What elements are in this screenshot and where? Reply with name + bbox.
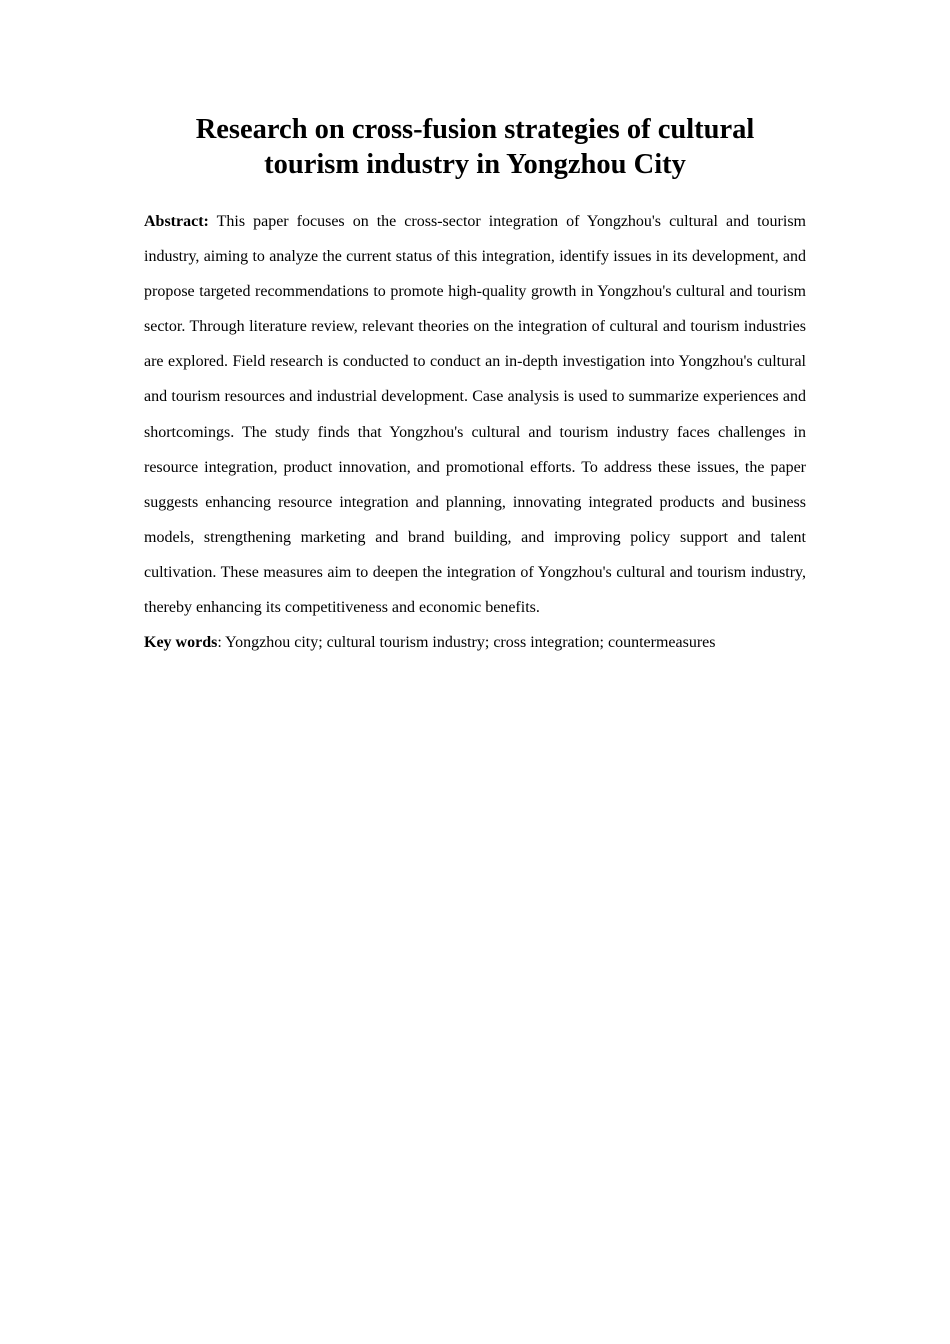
abstract-label: Abstract: xyxy=(144,213,209,230)
keywords-paragraph xyxy=(144,625,806,660)
abstract-paragraph xyxy=(144,204,806,625)
abstract-text: This paper focuses on the cross-sector integration of Yongzhou's cultural and tourism industry, aiming to analyze the current status of this integration, identify issues in its development, and propose targeted recommendations to promote high-quality growth in Yongzhou's cultural and tourism sector. Through literature review, relevant theories on the integration of cultural and tourism industries are explored. Field research is conducted to conduct an in-depth investigation into Yongzhou's cultural and tourism resources and industrial development. Case analysis is used to summarize experiences and shortcomings. The study finds that Yongzhou's cultural and tourism industry faces challenges in resource integration, product innovation, and promotional efforts. To address these issues, the paper suggests enhancing resource integration and planning, innovating integrated products and business models, strengthening marketing and brand building, and improving policy support and talent cultivation. These measures aim to deepen the integration of Yongzhou's cultural and tourism industry, thereby enhancing its competitiveness and economic benefits. xyxy=(144,213,806,617)
keywords-text: : Yongzhou city; cultural tourism industry; cross integration; countermeasures xyxy=(217,634,716,652)
paper-title xyxy=(144,112,806,182)
title-line-2: tourism industry in Yongzhou City xyxy=(264,149,686,180)
title-line-1: Research on cross-fusion strategies of cultural xyxy=(195,114,755,145)
paper-page xyxy=(144,112,806,660)
keywords-label: Key words xyxy=(144,634,218,652)
